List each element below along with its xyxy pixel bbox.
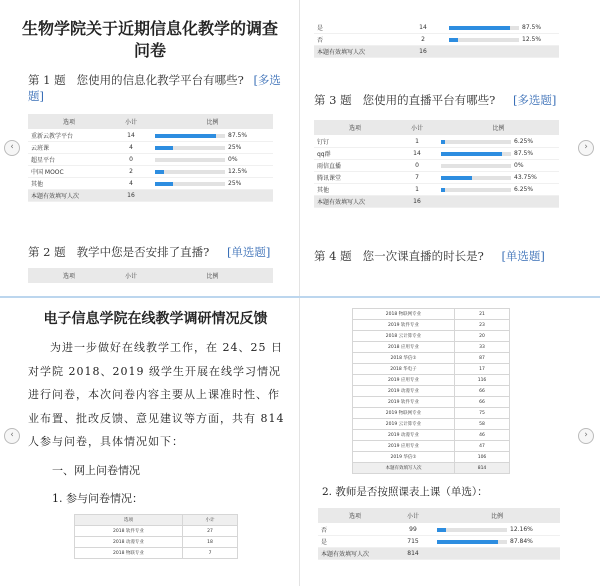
list-table-count: 66 xyxy=(455,386,510,397)
doc2-q2-header-count: 小计 xyxy=(392,508,434,524)
q3-ratio-bar xyxy=(441,164,511,168)
list-table-option: 2018 华信① xyxy=(353,353,455,364)
doc2-q2-footer-value: 814 xyxy=(392,548,434,560)
q2-count: 14 xyxy=(400,22,446,34)
q3-ratio-bar xyxy=(441,152,511,156)
list-table-option: 2019 云计算专业 xyxy=(353,419,455,430)
small-table-count: 27 xyxy=(183,526,238,537)
q1-option: 超星平台 xyxy=(28,154,110,166)
q1-text: 您使用的信息化教学平台有哪些? xyxy=(76,73,244,87)
doc2-q2-option: 否 xyxy=(318,524,392,536)
list-table-option: 2018 华电子 xyxy=(353,364,455,375)
q2-ratio-text: 12.5% xyxy=(522,36,542,43)
q3-row xyxy=(314,136,559,148)
q3-footer-label: 本题有效填写人次 xyxy=(314,196,396,208)
doc2-q2-table xyxy=(318,508,560,560)
q3-type: [多选题] xyxy=(512,93,557,107)
list-table-row xyxy=(353,342,510,353)
q2-ratio-fill xyxy=(449,26,510,30)
next-page-icon-2[interactable]: › xyxy=(578,428,594,444)
q3-ratio-text: 87.5% xyxy=(514,150,534,157)
list-footer-label: 本题有效填写人次 xyxy=(353,463,455,474)
list-table-row xyxy=(353,364,510,375)
doc2-q2-footer-label: 本题有效填写人次 xyxy=(318,548,392,560)
q1-row xyxy=(28,130,273,142)
q1-footer-row xyxy=(28,190,273,202)
q3-count: 0 xyxy=(396,160,438,172)
doc2-title: 电子信息学院在线教学调研情况反馈 xyxy=(43,311,268,327)
small-table-option: 2018 物联专业 xyxy=(75,548,183,559)
q2-footer-row xyxy=(314,46,559,58)
q2-header-pct: 比例 xyxy=(152,268,273,284)
q3-label: 第 3 题 xyxy=(314,93,352,107)
q1-row xyxy=(28,178,273,190)
list-table-option: 2018 物联网专业 xyxy=(353,309,455,320)
q3-ratio-cell xyxy=(438,172,559,184)
list-table-count: 47 xyxy=(455,441,510,452)
list-table-count: 20 xyxy=(455,331,510,342)
q3-count: 1 xyxy=(396,136,438,148)
list-table-option: 2019 物联网专业 xyxy=(353,408,455,419)
q4-heading xyxy=(314,248,584,264)
list-footer-value: 814 xyxy=(455,463,510,474)
q2-row xyxy=(314,34,559,46)
prev-page-icon-2[interactable]: ‹ xyxy=(4,428,20,444)
doc2-q2-header-option: 选项 xyxy=(318,508,392,524)
q1-option: 中国 MOOC xyxy=(28,166,110,178)
list-table-option: 2019 华信① xyxy=(353,452,455,463)
list-table-count: 33 xyxy=(455,342,510,353)
q3-ratio-fill xyxy=(441,140,445,144)
q2-table-header xyxy=(28,268,273,284)
q3-header-option: 选项 xyxy=(314,120,396,136)
list-table-option: 2019 应用专业 xyxy=(353,441,455,452)
q3-ratio-cell xyxy=(438,160,559,172)
list-table-count: 106 xyxy=(455,452,510,463)
q1-option: 其他 xyxy=(28,178,110,190)
q3-count: 1 xyxy=(396,184,438,196)
doc2-q2-text: 2. 教师是否按照课表上课（单选）： xyxy=(322,486,488,498)
q3-option: 其他 xyxy=(314,184,396,196)
doc2-q2-ratio-fill xyxy=(437,528,446,532)
q3-ratio-cell xyxy=(438,148,559,160)
small-table-header-count: 小计 xyxy=(183,515,238,526)
q1-ratio-fill xyxy=(155,134,216,138)
small-table-option: 2018 软件专业 xyxy=(75,526,183,537)
q1-ratio-fill xyxy=(155,182,173,186)
q1-header-pct: 比例 xyxy=(152,114,273,130)
q2-heading xyxy=(28,244,283,260)
q1-ratio-cell xyxy=(152,178,273,190)
q1-ratio-bar xyxy=(155,134,225,138)
small-table-row xyxy=(75,537,238,548)
doc2-q2-footer-row xyxy=(318,548,560,560)
q1-row xyxy=(28,154,273,166)
q2-header-option: 选项 xyxy=(28,268,110,284)
q2-ratio-cell xyxy=(446,22,559,34)
q2-ratio-bar xyxy=(449,38,519,42)
prev-page-icon[interactable]: ‹ xyxy=(4,140,20,156)
q1-ratio-fill xyxy=(155,146,173,150)
list-table-count: 21 xyxy=(455,309,510,320)
q3-ratio-bar xyxy=(441,176,511,180)
q3-ratio-text: 43.75% xyxy=(514,174,537,181)
small-table-row xyxy=(75,526,238,537)
q2-footer-value: 16 xyxy=(400,46,446,58)
doc2-list-table xyxy=(352,308,510,474)
list-table-row xyxy=(353,441,510,452)
next-page-icon[interactable]: › xyxy=(578,140,594,156)
list-table-row xyxy=(353,408,510,419)
doc2-q2-ratio-cell xyxy=(434,536,560,548)
q3-ratio-bar xyxy=(441,140,511,144)
list-table-count: 75 xyxy=(455,408,510,419)
q3-count: 14 xyxy=(396,148,438,160)
doc2-q2-row xyxy=(318,524,560,536)
q3-header-pct: 比例 xyxy=(438,120,559,136)
q2-row xyxy=(314,22,559,34)
q1-ratio-text: 12.5% xyxy=(228,168,248,175)
q1-ratio-cell xyxy=(152,142,273,154)
q2-text: 教学中您是否安排了直播? xyxy=(76,245,210,259)
list-table-row xyxy=(353,320,510,331)
q3-row xyxy=(314,184,559,196)
doc2-q2-row xyxy=(318,536,560,548)
q3-ratio-cell xyxy=(438,136,559,148)
doc2-section1: 一、网上问卷情况 xyxy=(52,464,140,477)
q3-footer-row xyxy=(314,196,559,208)
list-table-row xyxy=(353,430,510,441)
list-table-row xyxy=(353,386,510,397)
list-table-row xyxy=(353,375,510,386)
list-table-count: 23 xyxy=(455,320,510,331)
list-table-row xyxy=(353,452,510,463)
q1-count: 0 xyxy=(110,154,152,166)
q1-count: 4 xyxy=(110,178,152,190)
q3-ratio-fill xyxy=(441,176,472,180)
q1-ratio-text: 87.5% xyxy=(228,132,248,139)
q1-ratio-text: 25% xyxy=(228,144,242,151)
small-table-row xyxy=(75,548,238,559)
q1-row xyxy=(28,142,273,154)
list-table-option: 2019 应用专业 xyxy=(353,375,455,386)
q2-ratio-text: 87.5% xyxy=(522,24,542,31)
doc1-title: 生物学院关于近期信息化教学的调查问卷 xyxy=(21,19,278,60)
list-table-option: 2019 软件专业 xyxy=(353,397,455,408)
doc2-q2-header-pct: 比例 xyxy=(434,508,560,524)
list-footer-row xyxy=(353,463,510,474)
doc2-sub1: 1. 参与问卷情况： xyxy=(52,492,143,505)
list-table-count: 87 xyxy=(455,353,510,364)
q2-type: [单选题] xyxy=(226,245,271,259)
list-table-row xyxy=(353,419,510,430)
q2-table-rows xyxy=(314,22,559,58)
q1-count: 2 xyxy=(110,166,152,178)
q2-header-count: 小计 xyxy=(110,268,152,284)
doc2-q2-ratio-cell xyxy=(434,524,560,536)
q2-count: 2 xyxy=(400,34,446,46)
q1-ratio-bar xyxy=(155,182,225,186)
q1-table xyxy=(28,114,273,202)
q4-text: 您一次课直播的时长是? xyxy=(362,249,484,263)
small-table-count: 7 xyxy=(183,548,238,559)
small-table-option: 2018 动漫专业 xyxy=(75,537,183,548)
list-table-option: 2019 动漫专业 xyxy=(353,430,455,441)
q1-ratio-text: 0% xyxy=(228,156,238,163)
q1-type: [多选题] xyxy=(28,73,281,103)
list-table-option: 2018 云计算专业 xyxy=(353,331,455,342)
q1-ratio-bar xyxy=(155,158,225,162)
q3-ratio-bar xyxy=(441,188,511,192)
q3-ratio-text: 6.25% xyxy=(514,138,534,145)
q3-row xyxy=(314,172,559,184)
q1-footer-value: 16 xyxy=(110,190,152,202)
q2-ratio-cell xyxy=(446,34,559,46)
q1-row xyxy=(28,166,273,178)
q3-count: 7 xyxy=(396,172,438,184)
doc2-q2-ratio-bar xyxy=(437,540,507,544)
q3-option: 钉钉 xyxy=(314,136,396,148)
q1-ratio-cell xyxy=(152,130,273,142)
small-table-header-option: 选项 xyxy=(75,515,183,526)
doc2-q2-ratio-fill xyxy=(437,540,498,544)
doc2-q2-option: 是 xyxy=(318,536,392,548)
list-table-option: 2019 软件专业 xyxy=(353,320,455,331)
doc2-small-table xyxy=(74,514,238,559)
q3-heading xyxy=(314,92,584,108)
q1-count: 4 xyxy=(110,142,152,154)
list-table-row xyxy=(353,353,510,364)
q3-header-count: 小计 xyxy=(396,120,438,136)
q1-ratio-bar xyxy=(155,146,225,150)
list-table-row xyxy=(353,331,510,342)
q1-label: 第 1 题 xyxy=(28,73,66,87)
list-table-count: 17 xyxy=(455,364,510,375)
q1-ratio-text: 25% xyxy=(228,180,242,187)
q3-ratio-text: 0% xyxy=(514,162,524,169)
q3-ratio-text: 6.25% xyxy=(514,186,534,193)
doc2-paragraph: 为进一步做好在线教学工作，在 24、25 日对学院 2018、2019 级学生开展在线学习情况进行问卷，本次问卷内容主要从上课准时性、作业布置、批改反馈、意见建议等方面，共有 814 人参与问卷，具体情况如下： xyxy=(28,341,285,448)
q2-footer-label: 本题有效填写人次 xyxy=(314,46,400,58)
q3-option: qq群 xyxy=(314,148,396,160)
q3-text: 您使用的直播平台有哪些? xyxy=(362,93,496,107)
q2-option: 是 xyxy=(314,22,400,34)
list-table-option: 2019 动漫专业 xyxy=(353,386,455,397)
q1-header-count: 小计 xyxy=(110,114,152,130)
q1-ratio-cell xyxy=(152,166,273,178)
q3-ratio-fill xyxy=(441,188,445,192)
q2-ratio-fill xyxy=(449,38,458,42)
doc2-q2-count: 715 xyxy=(392,536,434,548)
q3-ratio-cell xyxy=(438,184,559,196)
q2-label: 第 2 题 xyxy=(28,245,66,259)
q2-option: 否 xyxy=(314,34,400,46)
q1-option: 云班课 xyxy=(28,142,110,154)
list-table-count: 58 xyxy=(455,419,510,430)
doc1-page-left xyxy=(0,0,298,295)
small-table-count: 18 xyxy=(183,537,238,548)
q4-type: [单选题] xyxy=(501,249,545,263)
list-table-count: 116 xyxy=(455,375,510,386)
q1-count: 14 xyxy=(110,130,152,142)
q3-row xyxy=(314,160,559,172)
doc2-q2-ratio-bar xyxy=(437,528,507,532)
q2-ratio-bar xyxy=(449,26,519,30)
q3-table xyxy=(314,120,559,208)
list-table-count: 66 xyxy=(455,397,510,408)
q4-label: 第 4 题 xyxy=(314,249,352,263)
doc1-page-right xyxy=(300,0,600,295)
q3-row xyxy=(314,148,559,160)
q1-heading xyxy=(28,72,283,104)
doc2-q2-count: 99 xyxy=(392,524,434,536)
list-table-option: 2018 应用专业 xyxy=(353,342,455,353)
q3-footer-value: 16 xyxy=(396,196,438,208)
q1-ratio-fill xyxy=(155,170,164,174)
q1-ratio-cell xyxy=(152,154,273,166)
doc2-q2-ratio-text: 12.16% xyxy=(510,526,533,533)
q1-footer-label: 本题有效填写人次 xyxy=(28,190,110,202)
list-table-row xyxy=(353,397,510,408)
q3-option: 雨信直播 xyxy=(314,160,396,172)
q1-ratio-bar xyxy=(155,170,225,174)
q3-option: 腾讯课堂 xyxy=(314,172,396,184)
list-table-count: 46 xyxy=(455,430,510,441)
doc2-q2-ratio-text: 87.84% xyxy=(510,538,533,545)
q3-ratio-fill xyxy=(441,152,502,156)
q1-header-option: 选项 xyxy=(28,114,110,130)
q1-option: 重新云教学平台 xyxy=(28,130,110,142)
list-table-row xyxy=(353,309,510,320)
